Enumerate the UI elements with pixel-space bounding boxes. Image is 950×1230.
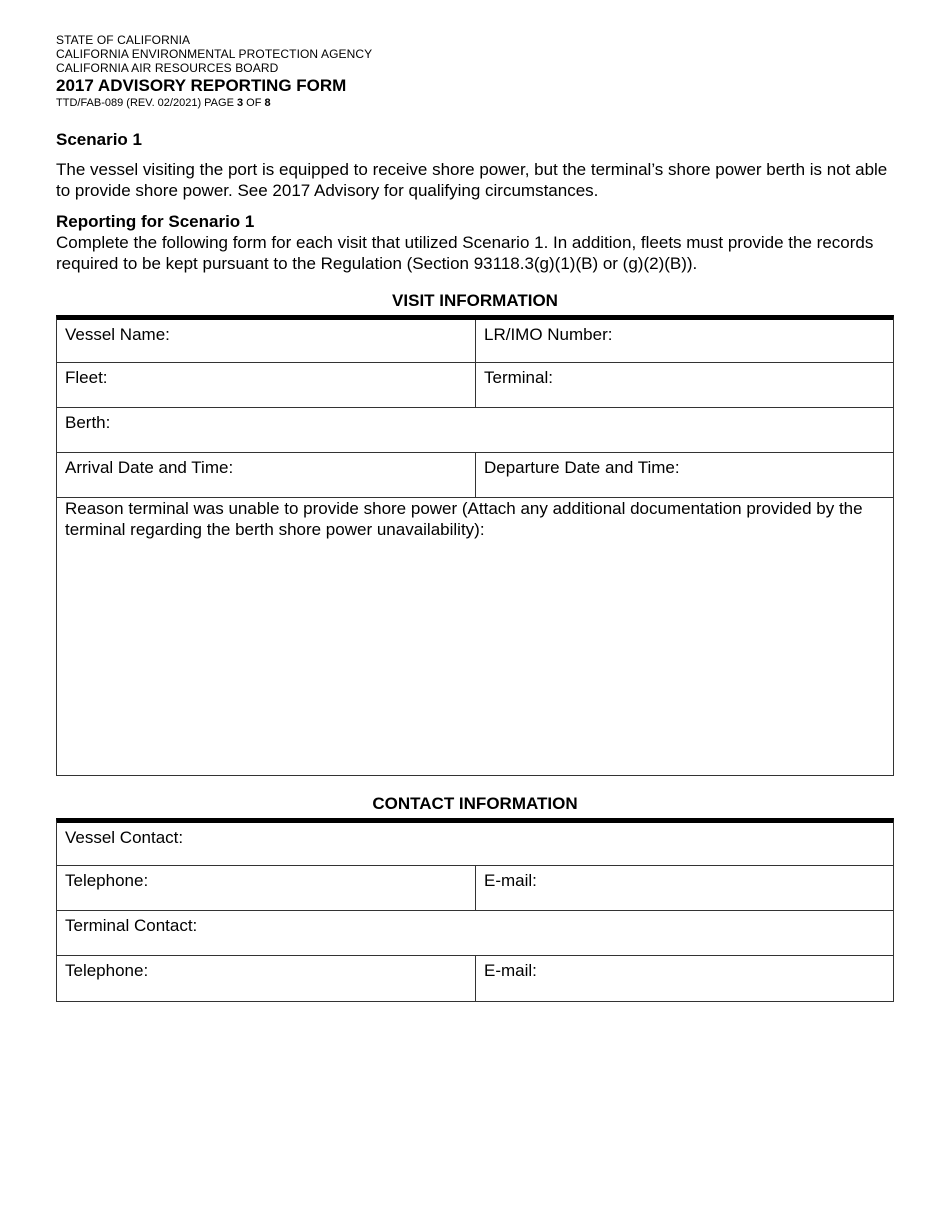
departure-label: Departure Date and Time: [484, 458, 680, 477]
agency-line-state: STATE OF CALIFORNIA [56, 33, 191, 47]
terminal-telephone-field[interactable] [57, 956, 476, 1001]
reporting-title: Reporting for Scenario 1 [56, 212, 255, 231]
vessel-email-label: E-mail: [484, 871, 537, 890]
form-title: 2017 ADVISORY REPORTING FORM [56, 76, 347, 95]
arrival-field[interactable] [57, 453, 476, 497]
berth-label: Berth: [65, 413, 111, 432]
reporting-instructions: Complete the following form for each visit that utilized Scenario 1. In addition, fleets must provide the records required to be kept pursuant to the Regulation (Section 93118.3(g)(1)(B) or (g)(2)(B)). [56, 233, 874, 273]
table-row [57, 408, 893, 453]
reason-field[interactable] [57, 498, 893, 775]
vessel-contact-field[interactable] [57, 823, 893, 865]
departure-field[interactable] [476, 453, 893, 497]
visit-section-title: VISIT INFORMATION [392, 291, 558, 310]
table-row [57, 363, 893, 408]
vessel-name-field[interactable] [57, 320, 476, 362]
arrival-label: Arrival Date and Time: [65, 458, 234, 477]
total-pages: 8 [264, 97, 271, 109]
table-row [57, 453, 893, 498]
lr-imo-label: LR/IMO Number: [484, 325, 613, 344]
vessel-contact-label: Vessel Contact: [65, 828, 184, 847]
agency-line-calepa: CALIFORNIA ENVIRONMENTAL PROTECTION AGENCY [56, 47, 373, 61]
contact-section-title: CONTACT INFORMATION [372, 794, 578, 813]
vessel-name-label: Vessel Name: [65, 325, 170, 344]
fleet-label: Fleet: [65, 368, 108, 387]
berth-field[interactable] [57, 408, 893, 452]
fleet-field[interactable] [57, 363, 476, 407]
vessel-email-field[interactable] [476, 866, 893, 910]
lr-imo-field[interactable] [476, 320, 893, 362]
terminal-email-label: E-mail: [484, 961, 537, 980]
terminal-label: Terminal: [484, 368, 553, 387]
terminal-contact-field[interactable] [57, 911, 893, 955]
table-row [57, 320, 893, 363]
scenario-title: Scenario 1 [56, 130, 142, 149]
scenario-description: The vessel visiting the port is equipped to receive shore power, but the terminal’s shore power berth is not able to provide shore power. See 2017 Advisory for qualifying circumstances. [56, 160, 888, 200]
table-row [57, 911, 893, 956]
form-header [56, 33, 894, 110]
terminal-email-field[interactable] [476, 956, 893, 1001]
vessel-telephone-label: Telephone: [65, 871, 149, 890]
table-row [57, 956, 893, 1001]
table-row [57, 866, 893, 911]
form-page [56, 33, 894, 1002]
agency-line-carb: CALIFORNIA AIR RESOURCES BOARD [56, 61, 279, 75]
terminal-contact-label: Terminal Contact: [65, 916, 198, 935]
of-text: OF [243, 97, 265, 109]
vessel-telephone-field[interactable] [57, 866, 476, 910]
table-row [57, 823, 893, 866]
page-number: 3 [236, 97, 244, 109]
form-ref-prefix: TTD/FAB-089 (REV. 02/2021) PAGE [56, 97, 237, 109]
terminal-field[interactable] [476, 363, 893, 407]
visit-table [56, 315, 894, 776]
contact-table [56, 818, 894, 1002]
reason-label: Reason terminal was unable to provide shore power (Attach any additional documentation provided by the terminal regarding the berth shore power unavailability): [65, 499, 863, 539]
form-reference [56, 97, 894, 110]
table-row [57, 498, 893, 775]
terminal-telephone-label: Telephone: [65, 961, 149, 980]
